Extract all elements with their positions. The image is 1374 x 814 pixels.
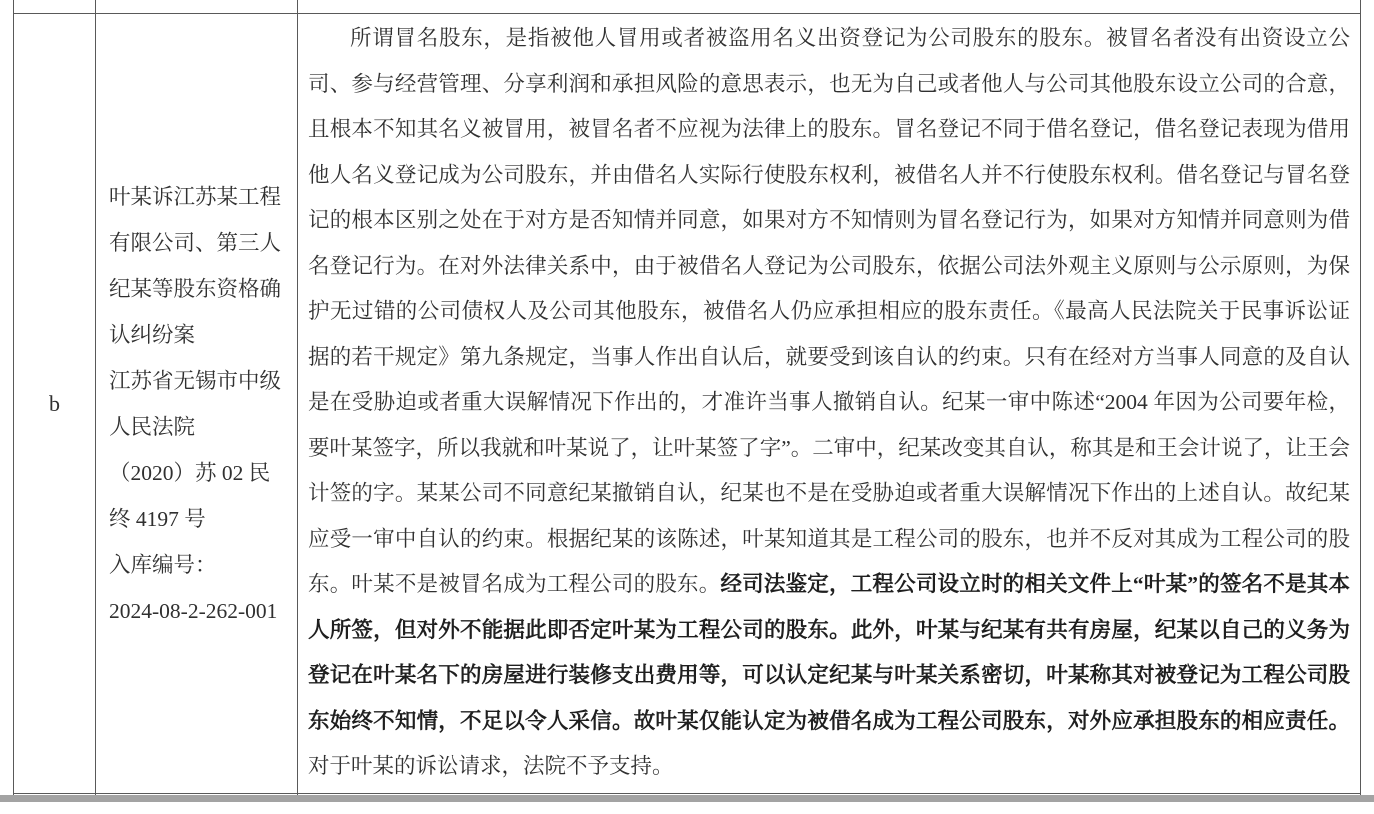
case-number: （2020）苏 02 民终 4197 号: [109, 460, 271, 531]
bottom-divider-bar: [0, 795, 1374, 802]
opinion-segment: 对于叶某的诉讼请求，法院不予支持。: [308, 754, 674, 778]
row-index-cell: [14, 14, 95, 793]
court-opinion-cell: [298, 14, 1360, 793]
court-opinion-text: [298, 14, 1360, 790]
table-border-right: [1360, 0, 1361, 795]
table-border-row-bottom: [13, 793, 1361, 794]
opinion-segment: 所谓冒名股东，是指被他人冒用或者被盗用名义出资登记为公司股东的股东。被冒名者没有出资设立公司、参与经营管理、分享利润和承担风险的意思表示，也无为自己或者他人与公司其他股东设立公司的合意，且根本不知其名义被冒用，被冒名者不应视为法律上的股东。冒名登记不同于借名登记，借名登记表现为借用他人名义登记成为公司股东，并由借名人实际行使股东权利，被借名人并不行使股东权利。借名登记与冒名登记的根本区别之处在于对方是否知情并同意，如果对方不知情则为冒名登记行为，如果对方知情并同意则为借名登记行为。在对外法律关系中，由于被借名人登记为公司股东，依据公司法外观主义原则与公示原则，为保护无过错的公司债权人及公司其他股东，被借名人仍应承担相应的股东责任。《最高人民法院关于民事诉讼证据的若干规定》第九条规定，当事人作出自认后，就要受到该自认的约束。只有在经对方当事人同意的及自认是在受胁迫或者重大误解情况下作出的，才准许当事人撤销自认。纪某一审中陈述“2004 年因为公司要年检，要叶某签字，所以我就和叶某说了，让叶某签了字”。二审中，纪某改变其自认，称其是和王会计说了，让王会计签的字。某某公司不同意纪某撤销自认，纪某也不是在受胁迫或者重大误解情况下作出的上述自认。故纪某应受一审中自认的约束。根据纪某的该陈述，叶某知道其是工程公司的股东，也并不反对其成为工程公司的股东。叶某不是被冒名成为工程公司的股东。: [308, 26, 1350, 596]
entry-number: 2024-08-2-262-001: [109, 598, 278, 623]
case-info-block: [96, 174, 297, 634]
opinion-bold-segment: 经司法鉴定，工程公司设立时的相关文件上“叶某”的签名不是其本人所签，但对外不能据此即否定叶某为工程公司的股东。此外，叶某与纪某有共有房屋，纪某以自己的义务为登记在叶某名下的房屋进行装修支出费用等，可以认定纪某与叶某关系密切，叶某称其对被登记为工程公司股东始终不知情，不足以令人采信。故叶某仅能认定为被借名成为工程公司股东，对外应承担股东的相应责任。: [308, 572, 1350, 733]
row-index-label: b: [49, 390, 60, 416]
case-title: 叶某诉江苏某工程有限公司、第三人纪某等股东资格确认纠纷案: [109, 184, 282, 347]
entry-number-label: 入库编号：: [109, 552, 217, 577]
case-court: 江苏省无锡市中级人民法院: [109, 368, 282, 439]
case-info-cell: [96, 14, 297, 793]
